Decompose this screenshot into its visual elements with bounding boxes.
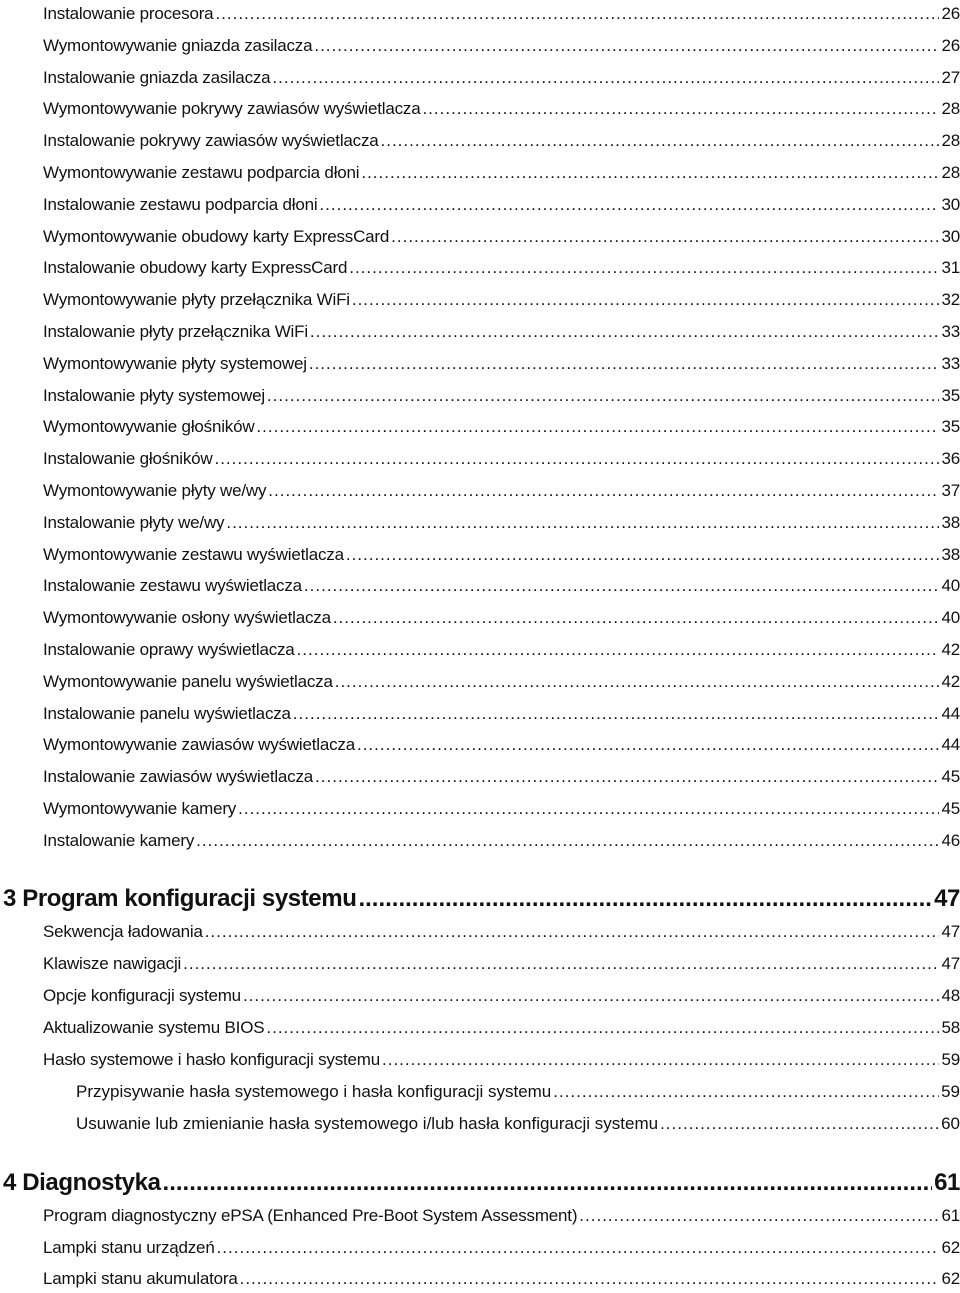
toc-entry[interactable] — [43, 668, 960, 696]
toc-entry[interactable] — [43, 763, 960, 791]
toc-page-number: 28 — [941, 131, 960, 151]
toc-dot-leader — [304, 572, 940, 600]
toc-entry-title: Instalowanie płyty we/wy — [43, 512, 225, 532]
toc-dot-leader — [256, 413, 939, 441]
toc-entry-title: Instalowanie kamery — [43, 830, 195, 850]
toc-page-number: 44 — [941, 703, 960, 723]
toc-entry[interactable] — [43, 700, 960, 728]
toc-page-number: 62 — [941, 1269, 960, 1288]
toc-subentry[interactable] — [76, 1110, 960, 1138]
toc-page-number: 48 — [941, 986, 960, 1005]
toc-dot-leader — [309, 350, 940, 378]
toc-entry[interactable] — [43, 254, 960, 282]
toc-dot-leader — [163, 1166, 933, 1200]
toc-dot-leader — [293, 700, 940, 728]
toc-dot-leader — [381, 127, 940, 155]
toc-dot-leader — [217, 1234, 940, 1262]
toc-entry-title: Wymontowywanie pokrywy zawiasów wyświetlacza — [43, 99, 421, 119]
toc-page-number: 40 — [941, 608, 960, 628]
toc-entry-title: Wymontowywanie panelu wyświetlacza — [43, 671, 333, 691]
toc-page-number: 30 — [941, 226, 960, 246]
toc-entry-title: 3 Program konfiguracji systemu — [3, 885, 357, 912]
toc-entry[interactable] — [43, 982, 960, 1010]
toc-entry[interactable] — [43, 827, 960, 855]
toc-entry[interactable] — [43, 445, 960, 473]
toc-entry-title: Instalowanie zawiasów wyświetlacza — [43, 767, 314, 787]
toc-entry[interactable] — [43, 1265, 960, 1293]
toc-page-number: 27 — [941, 67, 960, 87]
toc-page-number: 36 — [941, 449, 960, 469]
toc-entry[interactable] — [43, 413, 960, 441]
toc-chapter-heading[interactable] — [3, 882, 960, 916]
toc-page-number: 45 — [941, 767, 960, 787]
toc-entry-title: Wymontowywanie obudowy karty ExpressCard — [43, 226, 390, 246]
toc-entry-title: Wymontowywanie zawiasów wyświetlacza — [43, 735, 355, 755]
toc-dot-leader — [240, 1265, 940, 1293]
toc-dot-leader — [226, 509, 939, 537]
toc-page-number: 62 — [941, 1238, 960, 1257]
toc-entry[interactable] — [43, 318, 960, 346]
toc-entry[interactable] — [43, 0, 960, 28]
toc-entry-title: Hasło systemowe i hasło konfiguracji systemu — [43, 1050, 381, 1069]
toc-entry-title: Instalowanie obudowy karty ExpressCard — [43, 258, 348, 278]
toc-dot-leader — [352, 286, 940, 314]
toc-entry[interactable] — [43, 918, 960, 946]
toc-entry-title: Wymontowywanie zestawu wyświetlacza — [43, 544, 344, 564]
toc-dot-leader — [579, 1202, 939, 1230]
toc-entry-title: Instalowanie gniazda zasilacza — [43, 67, 271, 87]
toc-entry[interactable] — [43, 159, 960, 187]
toc-entry[interactable] — [43, 95, 960, 123]
toc-entry[interactable] — [43, 950, 960, 978]
toc-page-number: 59 — [941, 1050, 960, 1069]
toc-page-number: 37 — [941, 481, 960, 500]
toc-dot-leader — [267, 382, 940, 410]
toc-page-number: 35 — [941, 417, 960, 437]
toc-dot-leader — [238, 795, 939, 823]
toc-page-number: 47 — [934, 885, 960, 912]
toc-page-number: 31 — [941, 258, 960, 278]
toc-page-number: 35 — [941, 385, 960, 405]
toc-dot-leader — [310, 318, 940, 346]
toc-entry-title: Lampki stanu akumulatora — [43, 1269, 238, 1288]
toc-entry-title: Instalowanie panelu wyświetlacza — [43, 703, 291, 723]
toc-entry-title: Program diagnostyczny ePSA (Enhanced Pre-Boot System Assessment) — [43, 1206, 578, 1225]
toc-entry-title: Instalowanie płyty systemowej — [43, 385, 265, 405]
toc-page-number: 26 — [941, 4, 960, 23]
toc-page-number: 46 — [941, 830, 960, 850]
toc-dot-leader — [314, 32, 939, 60]
toc-page-number: 42 — [941, 671, 960, 691]
toc-dot-leader — [422, 95, 939, 123]
toc-entry[interactable] — [43, 477, 960, 505]
toc-entry[interactable] — [43, 572, 960, 600]
toc-page-number: 60 — [941, 1114, 960, 1133]
toc-dot-leader — [333, 604, 940, 632]
toc-dot-leader — [319, 191, 939, 219]
toc-dot-leader — [196, 827, 939, 855]
toc-dot-leader — [382, 1046, 939, 1074]
toc-dot-leader — [297, 636, 940, 664]
toc-dot-leader — [268, 477, 939, 505]
toc-chapter-heading[interactable] — [3, 1166, 960, 1200]
toc-entry-title: Lampki stanu urządzeń — [43, 1238, 215, 1257]
toc-entry-title: Wymontowywanie zestawu podparcia dłoni — [43, 163, 360, 182]
toc-entry-title: Opcje konfiguracji systemu — [43, 986, 241, 1005]
toc-entry[interactable] — [43, 64, 960, 92]
toc-dot-leader — [214, 445, 939, 473]
toc-entry-title: Wymontowywanie płyty we/wy — [43, 481, 267, 500]
toc-entry[interactable] — [43, 382, 960, 410]
toc-dot-leader — [315, 763, 939, 791]
toc-entry-title: Wymontowywanie kamery — [43, 799, 237, 818]
toc-page-number: 28 — [941, 163, 960, 182]
toc-dot-leader — [391, 223, 939, 251]
toc-page-number: 30 — [941, 194, 960, 214]
toc-dot-leader — [660, 1110, 939, 1138]
toc-entry-title: Aktualizowanie systemu BIOS — [43, 1018, 265, 1037]
toc-dot-leader — [335, 668, 940, 696]
toc-entry-title: Instalowanie płyty przełącznika WiFi — [43, 322, 308, 341]
toc-subentry[interactable] — [76, 1078, 960, 1106]
toc-entry-title: Instalowanie zestawu podparcia dłoni — [43, 194, 318, 214]
toc-dot-leader — [346, 541, 940, 569]
toc-page-number: 33 — [941, 322, 960, 341]
toc-entry-title: Usuwanie lub zmienianie hasła systemowego i/lub hasła konfiguracji systemu — [76, 1114, 659, 1133]
toc-page-number: 61 — [934, 1169, 960, 1196]
toc-entry-title: Wymontowywanie gniazda zasilacza — [43, 35, 313, 55]
toc-dot-leader — [266, 1014, 939, 1042]
toc-entry[interactable] — [43, 127, 960, 155]
toc-entry[interactable] — [43, 350, 960, 378]
toc-dot-leader — [183, 950, 939, 978]
toc-entry-title: Wymontowywanie płyty systemowej — [43, 353, 307, 373]
toc-page-number: 38 — [941, 512, 960, 532]
toc-dot-leader — [553, 1078, 939, 1106]
toc-dot-leader — [205, 918, 940, 946]
toc-entry-title: Przypisywanie hasła systemowego i hasła konfiguracji systemu — [76, 1082, 552, 1101]
toc-entry[interactable] — [43, 223, 960, 251]
toc-entry-title: Instalowanie głośników — [43, 449, 213, 469]
toc-page-number: 28 — [941, 99, 960, 119]
toc-entry-title: Instalowanie oprawy wyświetlacza — [43, 640, 295, 659]
toc-entry[interactable] — [43, 731, 960, 759]
toc-page-number: 47 — [941, 922, 960, 941]
toc-entry[interactable] — [43, 604, 960, 632]
toc-page-number: 33 — [941, 353, 960, 373]
toc-page-number: 26 — [941, 35, 960, 55]
toc-page-number: 58 — [941, 1018, 960, 1037]
toc-dot-leader — [357, 731, 940, 759]
toc-entry[interactable] — [43, 1202, 960, 1230]
toc-entry-title: Instalowanie zestawu wyświetlacza — [43, 576, 302, 596]
toc-page-number: 59 — [941, 1082, 960, 1101]
toc-entry[interactable] — [43, 509, 960, 537]
toc-entry[interactable] — [43, 286, 960, 314]
toc-dot-leader — [243, 982, 940, 1010]
toc-entry-title: Instalowanie procesora — [43, 4, 214, 23]
toc-page-number: 47 — [941, 954, 960, 973]
toc-entry-title: Wymontowywanie płyty przełącznika WiFi — [43, 290, 350, 310]
toc-dot-leader — [215, 0, 939, 28]
toc-entry[interactable] — [43, 541, 960, 569]
toc-entry[interactable] — [43, 191, 960, 219]
toc-entry-title: Instalowanie pokrywy zawiasów wyświetlacza — [43, 131, 379, 151]
toc-dot-leader — [349, 254, 939, 282]
toc-entry-title: 4 Diagnostyka — [3, 1169, 161, 1196]
toc-page-number: 38 — [941, 544, 960, 564]
toc-entry-title: Sekwencja ładowania — [43, 922, 203, 941]
toc-entry-title: Klawisze nawigacji — [43, 954, 182, 973]
toc-entry[interactable] — [43, 1014, 960, 1042]
toc-entry[interactable] — [43, 1046, 960, 1074]
toc-dot-leader — [358, 882, 932, 916]
toc-page-number: 61 — [941, 1206, 960, 1225]
toc-dot-leader — [361, 159, 939, 187]
toc-page-number: 44 — [941, 735, 960, 755]
toc-entry[interactable] — [43, 1234, 960, 1262]
toc-page-number: 42 — [941, 640, 960, 659]
toc-entry[interactable] — [43, 636, 960, 664]
toc-entry[interactable] — [43, 32, 960, 60]
toc-dot-leader — [272, 64, 939, 92]
toc-page-number: 40 — [941, 576, 960, 596]
toc-entry[interactable] — [43, 795, 960, 823]
toc-entry-title: Wymontowywanie osłony wyświetlacza — [43, 608, 331, 628]
toc-entry-title: Wymontowywanie głośników — [43, 417, 255, 437]
toc-page-number: 45 — [941, 799, 960, 818]
toc-page-number: 32 — [941, 290, 960, 310]
